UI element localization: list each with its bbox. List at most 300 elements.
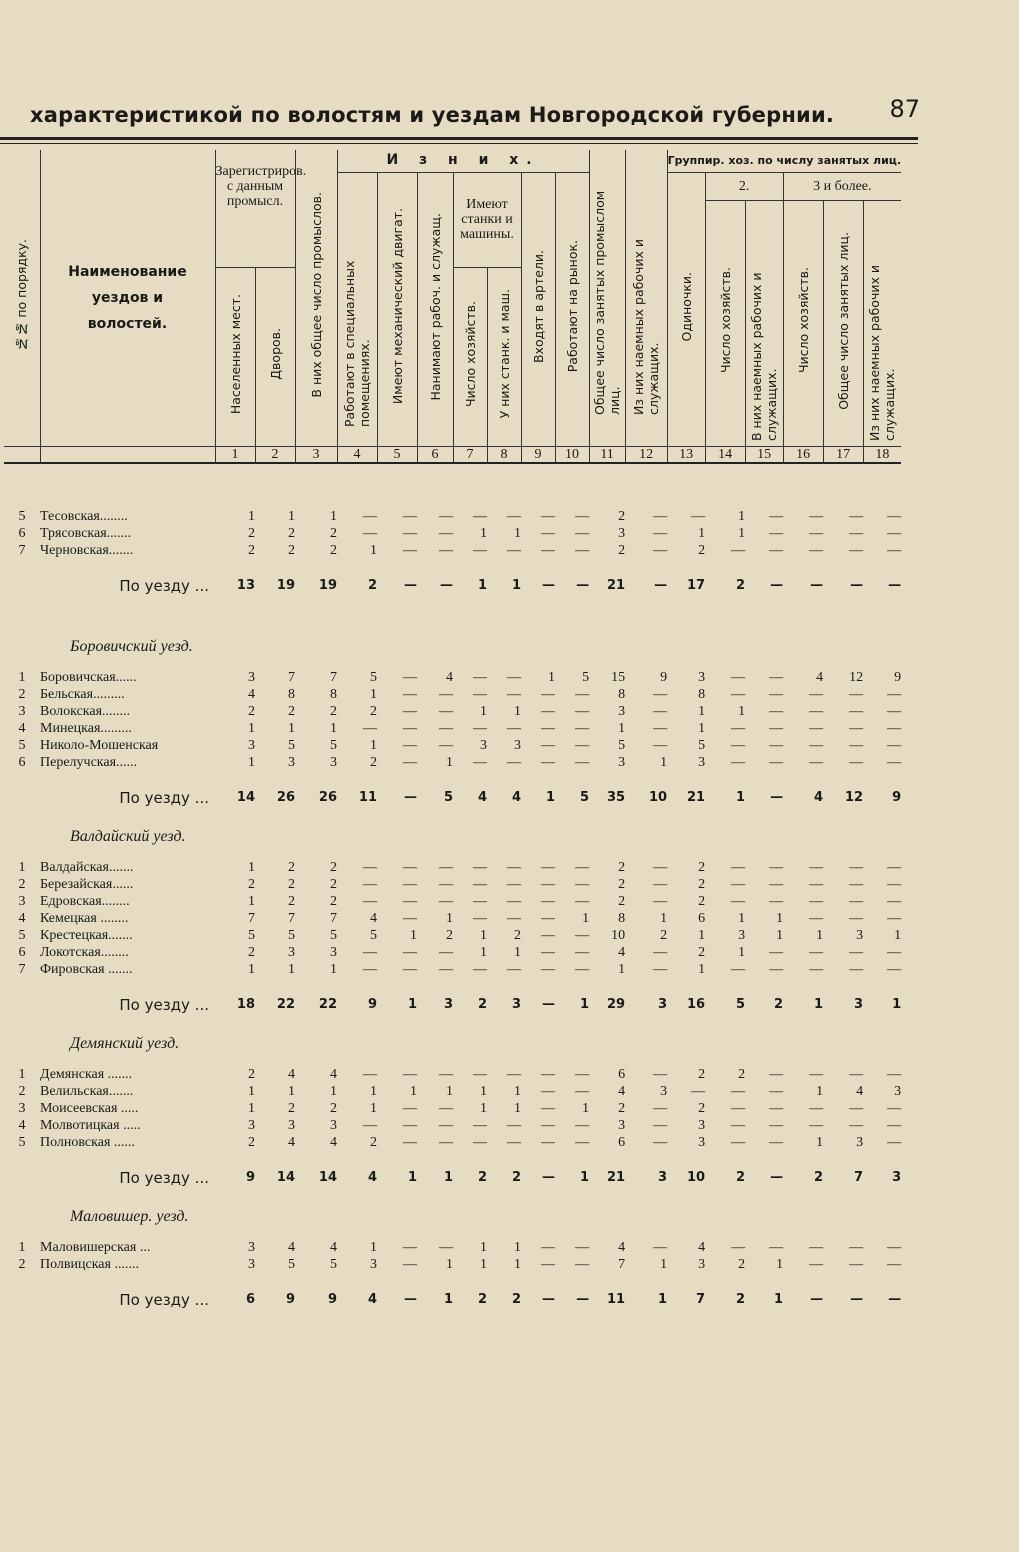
value-cell: — bbox=[473, 876, 487, 892]
value-cell: 1 bbox=[248, 720, 255, 736]
value-cell: — bbox=[541, 876, 555, 892]
value-cell: — bbox=[575, 525, 590, 541]
value-cell: — bbox=[541, 1239, 555, 1255]
value-cell: — bbox=[507, 1134, 521, 1150]
total-cell: 21 bbox=[606, 1169, 626, 1185]
total-label: По уезду ... bbox=[119, 788, 209, 807]
total-cell: — bbox=[810, 577, 824, 593]
value-cell: 5 bbox=[370, 669, 377, 685]
value-cell: 5 bbox=[330, 1256, 337, 1272]
value-cell: 4 bbox=[618, 944, 626, 960]
value-cell: 1 bbox=[582, 1100, 590, 1116]
total-cell: 19 bbox=[276, 577, 295, 593]
row-index: 7 bbox=[18, 542, 26, 558]
value-cell: — bbox=[403, 1117, 417, 1133]
value-cell: — bbox=[363, 961, 377, 977]
table-row bbox=[4, 525, 901, 542]
value-cell: 2 bbox=[698, 893, 706, 909]
section-title: Валдайский уезд. bbox=[70, 827, 186, 845]
value-cell: 6 bbox=[698, 910, 706, 926]
column-number: 9 bbox=[521, 446, 555, 463]
value-cell: 4 bbox=[370, 910, 377, 926]
header-two: 2. bbox=[705, 172, 783, 200]
value-cell: 4 bbox=[248, 686, 255, 702]
table-row bbox=[4, 1239, 901, 1256]
total-label: По уезду ... bbox=[119, 1168, 209, 1187]
value-cell: — bbox=[653, 1239, 668, 1255]
value-cell: — bbox=[809, 737, 824, 753]
value-cell: 5 bbox=[248, 927, 255, 943]
value-cell: — bbox=[541, 525, 555, 541]
value-cell: 1 bbox=[288, 1083, 295, 1099]
value-cell: 1 bbox=[248, 508, 255, 524]
value-cell: — bbox=[439, 1100, 453, 1116]
value-cell: 5 bbox=[288, 737, 295, 753]
value-cell: — bbox=[439, 720, 453, 736]
value-cell: 1 bbox=[618, 720, 626, 736]
value-cell: — bbox=[809, 876, 824, 892]
value-cell: 1 bbox=[480, 703, 487, 719]
total-cell: 4 bbox=[367, 1169, 377, 1185]
total-cell: 14 bbox=[236, 789, 255, 805]
value-cell: — bbox=[439, 1134, 453, 1150]
column-number: 10 bbox=[555, 446, 589, 463]
value-cell: — bbox=[769, 754, 784, 770]
header-market: Работают на рынок. bbox=[555, 172, 589, 446]
value-cell: 3 bbox=[248, 669, 255, 685]
value-cell: 5 bbox=[330, 737, 337, 753]
total-cell: — bbox=[770, 1169, 784, 1185]
value-cell: — bbox=[887, 525, 902, 541]
total-cell: — bbox=[542, 1169, 555, 1185]
row-index: 5 bbox=[18, 508, 26, 524]
table-row bbox=[4, 754, 901, 771]
value-cell: — bbox=[541, 927, 555, 943]
value-cell: — bbox=[887, 703, 902, 719]
header-hired-workers: Из них наемных рабочих и служащих. bbox=[625, 150, 667, 446]
value-cell: 1 bbox=[248, 1100, 255, 1116]
value-cell: — bbox=[507, 893, 521, 909]
total-row bbox=[4, 781, 901, 815]
value-cell: — bbox=[769, 508, 784, 524]
value-cell: — bbox=[575, 754, 590, 770]
value-cell: — bbox=[731, 669, 746, 685]
value-cell: — bbox=[575, 686, 590, 702]
row-index: 7 bbox=[18, 961, 26, 977]
table-row bbox=[4, 737, 901, 754]
value-cell: 3 bbox=[698, 754, 706, 770]
value-cell: 2 bbox=[698, 859, 706, 875]
total-cell: 3 bbox=[658, 1169, 668, 1185]
section-title: Демянский уезд. bbox=[70, 1034, 180, 1052]
value-cell: — bbox=[473, 1066, 487, 1082]
total-cell: 1 bbox=[736, 789, 746, 805]
total-label: По уезду ... bbox=[119, 995, 209, 1014]
header-households: Дворов. bbox=[255, 267, 295, 446]
value-cell: 2 bbox=[330, 859, 337, 875]
total-row bbox=[4, 1161, 901, 1195]
total-cell: 9 bbox=[245, 1169, 255, 1185]
total-cell: 2 bbox=[511, 1169, 521, 1185]
value-cell: 3 bbox=[618, 1117, 626, 1133]
value-cell: — bbox=[809, 525, 824, 541]
column-number: 13 bbox=[667, 446, 705, 463]
column-number: 15 bbox=[745, 446, 783, 463]
row-index: 6 bbox=[18, 754, 26, 770]
table-row bbox=[4, 961, 901, 978]
header-two-hired: В них наемных рабочих и служащих. bbox=[745, 200, 783, 446]
value-cell: 1 bbox=[514, 525, 521, 541]
value-cell: 1 bbox=[480, 1083, 487, 1099]
value-cell: — bbox=[849, 944, 864, 960]
table-row bbox=[4, 927, 901, 944]
value-cell: 1 bbox=[816, 927, 824, 943]
value-cell: — bbox=[809, 754, 824, 770]
value-cell: 3 bbox=[618, 754, 626, 770]
value-cell: — bbox=[769, 876, 784, 892]
value-cell: — bbox=[473, 686, 487, 702]
total-cell: 16 bbox=[686, 996, 706, 1012]
value-cell: 8 bbox=[618, 910, 626, 926]
value-cell: — bbox=[403, 1134, 417, 1150]
value-cell: 3 bbox=[330, 944, 337, 960]
total-cell: 29 bbox=[606, 996, 626, 1012]
value-cell: 1 bbox=[446, 1256, 453, 1272]
value-cell: 1 bbox=[370, 1083, 377, 1099]
value-cell: — bbox=[887, 1256, 902, 1272]
value-cell: — bbox=[769, 1117, 784, 1133]
total-cell: 9 bbox=[892, 789, 902, 805]
value-cell: — bbox=[731, 1134, 746, 1150]
value-cell: 1 bbox=[738, 525, 746, 541]
value-cell: — bbox=[403, 737, 417, 753]
value-cell: — bbox=[809, 1256, 824, 1272]
value-cell: 15 bbox=[611, 669, 626, 685]
total-cell: 3 bbox=[892, 1169, 902, 1185]
value-cell: 1 bbox=[738, 508, 746, 524]
value-cell: 2 bbox=[330, 1100, 337, 1116]
total-cell: 3 bbox=[443, 996, 453, 1012]
value-cell: — bbox=[769, 1100, 784, 1116]
value-cell: 1 bbox=[738, 944, 746, 960]
value-cell: — bbox=[809, 1117, 824, 1133]
row-index: 4 bbox=[18, 720, 26, 736]
value-cell: — bbox=[887, 1117, 902, 1133]
value-cell: 9 bbox=[894, 669, 902, 685]
value-cell: 1 bbox=[514, 1083, 521, 1099]
value-cell: — bbox=[541, 1256, 555, 1272]
value-cell: 2 bbox=[288, 893, 295, 909]
value-cell: 2 bbox=[618, 876, 626, 892]
total-cell: 4 bbox=[477, 789, 487, 805]
value-cell: 2 bbox=[370, 703, 377, 719]
column-number: 3 bbox=[295, 446, 337, 463]
value-cell: 7 bbox=[288, 910, 295, 926]
value-cell: — bbox=[849, 859, 864, 875]
total-cell: 4 bbox=[511, 789, 521, 805]
value-cell: 2 bbox=[370, 754, 377, 770]
value-cell: — bbox=[575, 703, 590, 719]
value-cell: 1 bbox=[776, 927, 784, 943]
spacer-row bbox=[4, 486, 901, 508]
value-cell: 1 bbox=[698, 720, 706, 736]
total-cell: — bbox=[850, 577, 864, 593]
volost-name: Велильская....... bbox=[40, 1083, 134, 1099]
value-cell: 2 bbox=[698, 876, 706, 892]
value-cell: — bbox=[541, 910, 555, 926]
header-three-more: 3 и более. bbox=[783, 172, 901, 200]
value-cell: 1 bbox=[370, 737, 377, 753]
value-cell: 4 bbox=[698, 1239, 706, 1255]
row-index: 2 bbox=[18, 1256, 26, 1272]
table-row bbox=[4, 686, 901, 703]
row-index: 1 bbox=[18, 1066, 26, 1082]
value-cell: — bbox=[363, 1117, 377, 1133]
value-cell: 1 bbox=[698, 927, 706, 943]
value-cell: — bbox=[653, 525, 668, 541]
value-cell: 7 bbox=[330, 669, 337, 685]
value-cell: — bbox=[439, 525, 453, 541]
column-number: 16 bbox=[783, 446, 823, 463]
volost-name: Полвицская ....... bbox=[40, 1256, 139, 1272]
total-cell: 1 bbox=[580, 996, 590, 1012]
row-index: 1 bbox=[18, 669, 26, 685]
volost-name: Полновская ...... bbox=[40, 1134, 135, 1150]
row-index: 1 bbox=[18, 1239, 26, 1255]
column-number: 1 bbox=[215, 446, 255, 463]
value-cell: — bbox=[403, 1239, 417, 1255]
value-cell: — bbox=[403, 703, 417, 719]
value-cell: — bbox=[769, 1066, 784, 1082]
value-cell: — bbox=[575, 720, 590, 736]
value-cell: — bbox=[809, 1100, 824, 1116]
value-cell: 1 bbox=[480, 1100, 487, 1116]
spacer-row bbox=[4, 603, 901, 625]
value-cell: 3 bbox=[330, 754, 337, 770]
value-cell: 3 bbox=[856, 927, 864, 943]
value-cell: 1 bbox=[660, 910, 668, 926]
volost-name: Моисеевская ..... bbox=[40, 1100, 139, 1116]
value-cell: 3 bbox=[698, 669, 706, 685]
value-cell: — bbox=[403, 686, 417, 702]
value-cell: 2 bbox=[618, 542, 626, 558]
value-cell: 3 bbox=[698, 1117, 706, 1133]
total-cell: 5 bbox=[736, 996, 746, 1012]
value-cell: 7 bbox=[618, 1256, 626, 1272]
value-cell: — bbox=[769, 1134, 784, 1150]
value-cell: — bbox=[653, 1066, 668, 1082]
page-title: характеристикой по волостям и уездам Новгородской губернии. bbox=[30, 103, 835, 127]
row-index: 5 bbox=[18, 737, 26, 753]
value-cell: 3 bbox=[738, 927, 746, 943]
spacer-row bbox=[4, 771, 901, 781]
value-cell: — bbox=[507, 508, 521, 524]
value-cell: 2 bbox=[698, 1100, 706, 1116]
header-three-hired: Из них наемных рабочих и служащих. bbox=[863, 200, 901, 446]
table-row bbox=[4, 893, 901, 910]
value-cell: — bbox=[403, 1256, 417, 1272]
total-cell: 12 bbox=[844, 789, 864, 805]
total-cell: 1 bbox=[477, 577, 487, 593]
value-cell: — bbox=[809, 859, 824, 875]
value-cell: — bbox=[507, 669, 521, 685]
value-cell: — bbox=[439, 508, 453, 524]
value-cell: — bbox=[731, 893, 746, 909]
row-index: 6 bbox=[18, 944, 26, 960]
volost-name: Перелучская...... bbox=[40, 754, 138, 770]
value-cell: 5 bbox=[698, 737, 706, 753]
value-cell: 1 bbox=[698, 961, 706, 977]
value-cell: — bbox=[809, 944, 824, 960]
value-cell: 2 bbox=[248, 876, 255, 892]
total-cell: 14 bbox=[318, 1169, 337, 1185]
value-cell: — bbox=[507, 754, 521, 770]
total-cell: — bbox=[576, 1291, 590, 1307]
value-cell: — bbox=[769, 737, 784, 753]
value-cell: — bbox=[363, 525, 377, 541]
spacer-row bbox=[4, 463, 901, 486]
value-cell: — bbox=[473, 910, 487, 926]
statistics-table bbox=[4, 150, 901, 1339]
value-cell: 8 bbox=[698, 686, 706, 702]
value-cell: 3 bbox=[288, 1117, 295, 1133]
value-cell: 7 bbox=[248, 910, 255, 926]
value-cell: 2 bbox=[330, 542, 337, 558]
section-title-row bbox=[4, 1022, 901, 1066]
value-cell: — bbox=[887, 893, 902, 909]
value-cell: — bbox=[849, 542, 864, 558]
table-row bbox=[4, 876, 901, 893]
value-cell: — bbox=[769, 859, 784, 875]
value-cell: 1 bbox=[248, 754, 255, 770]
table-row bbox=[4, 1066, 901, 1083]
section-title-row bbox=[4, 1195, 901, 1239]
value-cell: 12 bbox=[849, 669, 864, 685]
value-cell: 4 bbox=[288, 1239, 295, 1255]
total-cell: 6 bbox=[245, 1291, 255, 1307]
value-cell: 1 bbox=[370, 686, 377, 702]
header-hire-workers: Нанимают рабоч. и служащ. bbox=[417, 172, 453, 446]
value-cell: — bbox=[403, 754, 417, 770]
value-cell: — bbox=[691, 508, 706, 524]
value-cell: 6 bbox=[618, 1134, 626, 1150]
value-cell: 2 bbox=[248, 525, 255, 541]
total-cell: 2 bbox=[736, 1291, 746, 1307]
row-index: 4 bbox=[18, 910, 26, 926]
total-cell: 1 bbox=[443, 1291, 453, 1307]
value-cell: 2 bbox=[698, 1066, 706, 1082]
table-row bbox=[4, 1256, 901, 1273]
total-cell: 18 bbox=[236, 996, 255, 1012]
row-index bbox=[4, 569, 40, 603]
table-row bbox=[4, 944, 901, 961]
value-cell: 1 bbox=[480, 1239, 487, 1255]
value-cell: — bbox=[439, 859, 453, 875]
value-cell: — bbox=[403, 720, 417, 736]
value-cell: — bbox=[541, 737, 555, 753]
value-cell: 2 bbox=[370, 1134, 377, 1150]
total-cell: 13 bbox=[236, 577, 255, 593]
value-cell: 5 bbox=[288, 927, 295, 943]
value-cell: 1 bbox=[288, 961, 295, 977]
value-cell: 1 bbox=[582, 910, 590, 926]
total-cell: 1 bbox=[443, 1169, 453, 1185]
table-row bbox=[4, 720, 901, 737]
value-cell: 1 bbox=[514, 944, 521, 960]
value-cell: — bbox=[887, 1066, 902, 1082]
row-index: 2 bbox=[18, 1083, 26, 1099]
value-cell: 8 bbox=[288, 686, 295, 702]
header-artels: Входят в артели. bbox=[521, 172, 555, 446]
value-cell: 2 bbox=[248, 1066, 255, 1082]
value-cell: — bbox=[887, 944, 902, 960]
value-cell: 3 bbox=[248, 737, 255, 753]
volost-name: Кемецкая ........ bbox=[40, 910, 129, 926]
table-row bbox=[4, 1117, 901, 1134]
value-cell: — bbox=[541, 508, 555, 524]
value-cell: 1 bbox=[330, 961, 337, 977]
value-cell: 1 bbox=[248, 859, 255, 875]
value-cell: 1 bbox=[698, 703, 706, 719]
total-cell: — bbox=[404, 577, 417, 593]
value-cell: — bbox=[887, 1100, 902, 1116]
total-cell: 22 bbox=[318, 996, 337, 1012]
value-cell: 3 bbox=[894, 1083, 902, 1099]
column-number: 5 bbox=[377, 446, 417, 463]
value-cell: — bbox=[887, 859, 902, 875]
total-cell: 2 bbox=[736, 1169, 746, 1185]
value-cell: 1 bbox=[776, 1256, 784, 1272]
value-cell: 1 bbox=[480, 944, 487, 960]
value-cell: 4 bbox=[618, 1239, 626, 1255]
value-cell: — bbox=[575, 1117, 590, 1133]
row-index: 5 bbox=[18, 927, 26, 943]
total-cell: 2 bbox=[477, 996, 487, 1012]
value-cell: — bbox=[473, 859, 487, 875]
value-cell: 3 bbox=[618, 703, 626, 719]
column-number: 4 bbox=[337, 446, 377, 463]
value-cell: 8 bbox=[330, 686, 337, 702]
volost-name: Валдайская....... bbox=[40, 859, 134, 875]
value-cell: — bbox=[849, 720, 864, 736]
value-cell: — bbox=[809, 961, 824, 977]
value-cell: — bbox=[653, 720, 668, 736]
total-cell: 3 bbox=[854, 996, 864, 1012]
value-cell: 1 bbox=[288, 720, 295, 736]
value-cell: 1 bbox=[660, 1256, 668, 1272]
value-cell: 7 bbox=[330, 910, 337, 926]
value-cell: — bbox=[575, 1256, 590, 1272]
value-cell: — bbox=[541, 1066, 555, 1082]
total-cell: 9 bbox=[367, 996, 377, 1012]
value-cell: — bbox=[473, 1134, 487, 1150]
value-cell: — bbox=[849, 1239, 864, 1255]
total-cell: — bbox=[440, 577, 453, 593]
value-cell: — bbox=[439, 737, 453, 753]
value-cell: — bbox=[507, 1117, 521, 1133]
value-cell: — bbox=[887, 720, 902, 736]
value-cell: — bbox=[507, 859, 521, 875]
total-cell: 1 bbox=[545, 789, 555, 805]
value-cell: — bbox=[403, 542, 417, 558]
value-cell: 2 bbox=[660, 927, 668, 943]
value-cell: — bbox=[887, 686, 902, 702]
header-machines-count: У них станк. и маш. bbox=[487, 267, 521, 446]
value-cell: — bbox=[439, 1239, 453, 1255]
value-cell: 3 bbox=[480, 737, 487, 753]
value-cell: 1 bbox=[370, 1239, 377, 1255]
value-cell: — bbox=[731, 961, 746, 977]
